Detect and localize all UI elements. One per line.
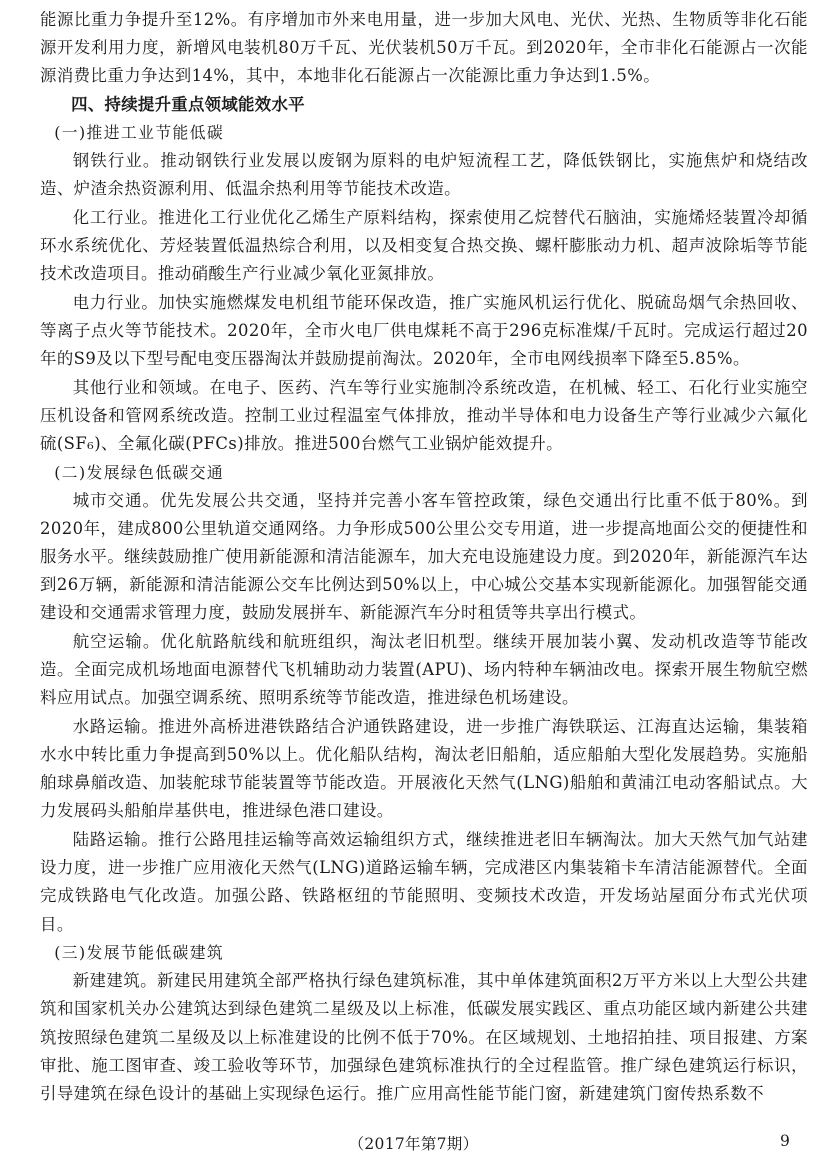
document-body bbox=[40, 6, 808, 1109]
section-heading-four: 四、持续提升重点领域能效水平 bbox=[71, 94, 305, 114]
paragraph-continued: 能源比重力争提升至12%。有序增加市外来电用量，进一步加大风电、光伏、光热、生物质等非化石能源开发利用力度，新增风电装机80万千瓦、光伏装机50万千瓦。到2020年，全市非化石能源占一次能源消费比重力争达到14%，其中，本地非化石能源占一次能源比重力争达到1.5%。 bbox=[40, 10, 808, 86]
paragraph-chemical: 化工行业。推进化工行业优化乙烯生产原料结构，探索使用乙烷替代石脑油，实施烯烃装置冷却循环水系统优化、芳烃装置低温热综合利用，以及相变复合热交换、螺杆膨胀动力机、超声波除垢等节能技术改造项目。推动硝酸生产行业减少氧化亚氮排放。 bbox=[40, 208, 808, 284]
paragraph-waterway: 水路运输。推进外高桥进港铁路结合沪通铁路建设，进一步推广海铁联运、江海直达运输，集装箱水水中转比重力争提高到50%以上。优化船队结构，淘汰老旧船舶，适应船舶大型化发展趋势。实施船舶球鼻艏改造、加装舵球节能装置等节能改造。开展液化天然气(LNG)船舶和黄浦江电动客船试点。大力发展码头船舶岸基供电，推进绿色港口建设。 bbox=[40, 717, 808, 821]
paragraph-new-buildings: 新建建筑。新建民用建筑全部严格执行绿色建筑标准，其中单体建筑面积2万平方米以上大型公共建筑和国家机关办公建筑达到绿色建筑二星级及以上标准，低碳发展实践区、重点功能区域内新建公共建筑按照绿色建筑二星级及以上标准建设的比例不低于70%。在区域规划、土地招拍挂、项目报建、方案审批、施工图审查、竣工验收等环节，加强绿色建筑标准执行的全过程监管。推广绿色建筑运行标识，引导建筑在绿色设计的基础上实现绿色运行。推广应用高性能节能门窗，新建建筑门窗传热系数不 bbox=[40, 971, 808, 1103]
issue-label: （2017年第7期） bbox=[348, 1135, 479, 1153]
subsection-heading-transport: (二)发展绿色低碳交通 bbox=[54, 462, 225, 482]
page-number: 9 bbox=[780, 1132, 790, 1150]
paragraph-power: 电力行业。加快实施燃煤发电机组节能环保改造，推广实施风机运行优化、脱硫岛烟气余热回收、等离子点火等节能技术。2020年，全市火电厂供电煤耗不高于296克标准煤/千瓦时。完成运行超过20年的S9及以下型号配电变压器淘汰并鼓励提前淘汰。2020年，全市电网线损率下降至5.85%。 bbox=[40, 293, 808, 369]
paragraph-urban-transport: 城市交通。优先发展公共交通，坚持并完善小客车管控政策，绿色交通出行比重不低于80%。到2020年，建成800公里轨道交通网络。力争形成500公里公交专用道，进一步提高地面公交的便捷性和服务水平。继续鼓励推广使用新能源和清洁能源车，加大充电设施建设力度。到2020年，新能源汽车达到26万辆，新能源和清洁能源公交车比例达到50%以上，中心城公交基本实现新能源化。加强智能交通建设和交通需求管理力度，鼓励发展拼车、新能源汽车分时租赁等共享出行模式。 bbox=[40, 491, 808, 623]
paragraph-land-transport: 陆路运输。推行公路甩挂运输等高效运输组织方式，继续推进老旧车辆淘汰。加大天然气加气站建设力度，进一步推广应用液化天然气(LNG)道路运输车辆，完成港区内集装箱卡车清洁能源替代。全面完成铁路电气化改造。加强公路、铁路枢纽的节能照明、变频技术改造，开发场站屋面分布式光伏项目。 bbox=[40, 830, 808, 934]
paragraph-other-industries: 其他行业和领域。在电子、医药、汽车等行业实施制冷系统改造，在机械、轻工、石化行业实施空压机设备和管网系统改造。控制工业过程温室气体排放，推动半导体和电力设备生产等行业减少六氟化硫(SF₆)、全氟化碳(PFCs)排放。推进500台燃气工业锅炉能效提升。 bbox=[40, 377, 808, 454]
paragraph-aviation: 航空运输。优化航路航线和航班组织，淘汰老旧机型。继续开展加装小翼、发动机改造等节能改造。全面完成机场地面电源替代飞机辅助动力装置(APU)、场内特种车辆油改电。探索开展生物航空燃料应用试点。加强空调系统、照明系统等节能改造，推进绿色机场建设。 bbox=[40, 632, 808, 708]
subsection-heading-buildings: (三)发展节能低碳建筑 bbox=[54, 943, 225, 963]
paragraph-steel: 钢铁行业。推动钢铁行业发展以废钢为原料的电炉短流程工艺，降低铁钢比，实施焦炉和烧结改造、炉渣余热资源利用、低温余热利用等节能技术改造。 bbox=[40, 151, 808, 199]
subsection-heading-industry: (一)推进工业节能低碳 bbox=[54, 123, 225, 143]
